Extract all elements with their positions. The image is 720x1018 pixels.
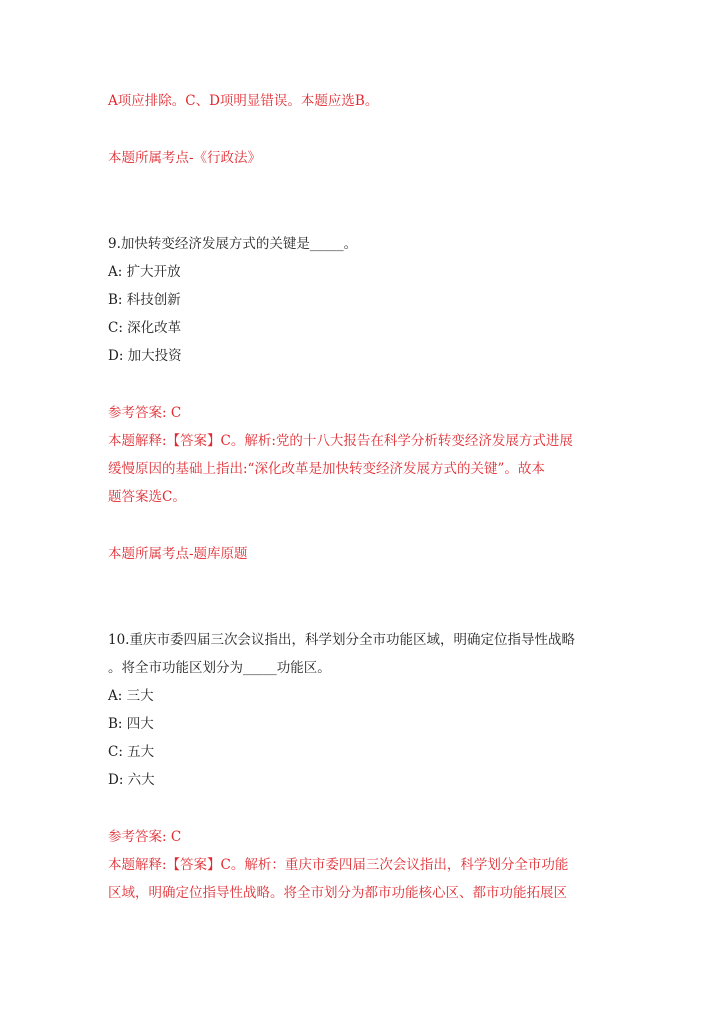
q9-stem: 9.加快转变经济发展方式的关键是_____。	[108, 236, 358, 252]
q9-option-b: B: 科技创新	[108, 292, 181, 308]
q10-answer: 参考答案: C	[108, 829, 182, 845]
q9-explanation-line-2: 缓慢原因的基础上指出:“深化改革是加快转变经济发展方式的关键”。故本	[108, 461, 545, 477]
q9-answer: 参考答案: C	[108, 405, 182, 421]
q9-explanation-line-1: 本题解释:【答案】C。解析:党的十八大报告在科学分析转变经济发展方式进展	[108, 433, 573, 449]
q9-option-c: C: 深化改革	[108, 320, 182, 336]
q10-option-a: A: 三大	[108, 688, 154, 704]
q10-stem-line-2: 。将全市功能区划分为_____功能区。	[108, 660, 331, 676]
prev-explanation-tail: A项应排除。C、D项明显错误。本题应选B。	[108, 93, 379, 109]
q9-option-a: A: 扩大开放	[108, 264, 181, 280]
q9-topic: 本题所属考点-题库原题	[108, 546, 248, 562]
q9-explanation-line-3: 题答案选C。	[108, 489, 186, 505]
q10-option-d: D: 六大	[108, 772, 155, 788]
q9-option-d: D: 加大投资	[108, 348, 182, 364]
q10-stem-line-1: 10.重庆市委四届三次会议指出，科学划分全市功能区域，明确定位指导性战略	[108, 632, 575, 648]
q10-explanation-line-2: 区域，明确定位指导性战略。将全市划分为都市功能核心区、都市功能拓展区	[108, 885, 567, 901]
q10-explanation-line-1: 本题解释:【答案】C。解析：重庆市委四届三次会议指出，科学划分全市功能	[108, 857, 569, 873]
q10-option-b: B: 四大	[108, 716, 154, 732]
q10-option-c: C: 五大	[108, 744, 155, 760]
prev-topic: 本题所属考点-《行政法》	[108, 150, 262, 166]
